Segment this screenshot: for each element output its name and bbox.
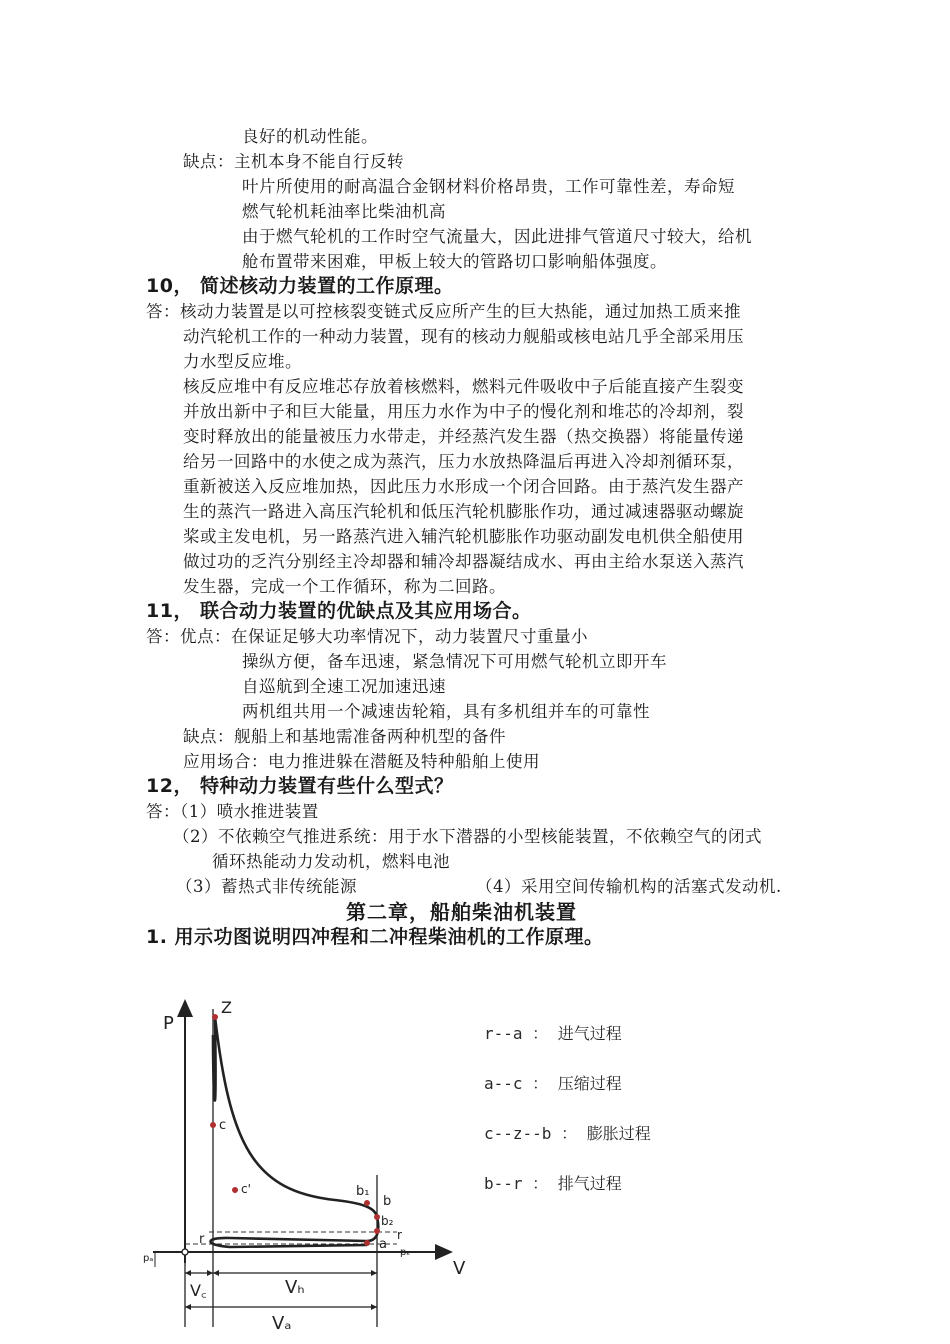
point-b <box>374 1214 380 1220</box>
answer-line: 应用场合：电力推进躲在潜艇及特种船舶上使用 <box>183 752 540 771</box>
label-c: c <box>219 1118 227 1133</box>
label-c-prime: c' <box>241 1182 251 1196</box>
origin-point <box>182 1249 188 1255</box>
answer-line: 生的蒸汽一路进入高压汽轮机和低压汽轮机膨胀作功，通过减速器驱动螺旋 <box>183 502 744 521</box>
answer-line: 操纵方便，备车迅速，紧急情况下可用燃气轮机立即开车 <box>242 652 667 671</box>
p-axis-label: P <box>163 1013 174 1034</box>
label-z: Z <box>221 998 232 1017</box>
label-b1: b₁ <box>356 1184 370 1199</box>
text-line: 叶片所使用的耐高温合金钢材料价格昂贵，工作可靠性差，寿命短 <box>242 177 735 196</box>
label-va: Vₐ <box>272 1313 292 1334</box>
answer-line: （3）蓄热式非传统能源 <box>176 877 357 896</box>
legend-item: b--r ： 排气过程 <box>484 1174 622 1193</box>
text-line: 由于燃气轮机的工作时空气流量大，因此进排气管道尺寸较大，给机 <box>242 227 752 246</box>
answer-line: 答：优点：在保证足够大功率情况下，动力装置尺寸重量小 <box>146 627 588 646</box>
cycle-curve <box>210 1017 378 1247</box>
label-pa: pₐ <box>143 1253 154 1264</box>
label-b: b <box>383 1194 392 1209</box>
question-heading: 10， 简述核动力装置的工作原理。 <box>146 275 454 297</box>
text-line: 舱布置带来困难，甲板上较大的管路切口影响船体强度。 <box>242 252 667 271</box>
point-a <box>364 1240 370 1246</box>
answer-line: 循环热能动力发动机，燃料电池 <box>212 852 450 871</box>
legend-item: a--c ： 压缩过程 <box>484 1074 622 1093</box>
question-heading: 11， 联合动力装置的优缺点及其应用场合。 <box>146 600 532 622</box>
answer-line: 桨或主发电机，另一路蒸汽进入辅汽轮机膨胀作功驱动副发电机供全船使用 <box>183 527 744 546</box>
legend-item: c--z--b ： 膨胀过程 <box>484 1124 651 1143</box>
chapter-title: 第二章，船舶柴油机装置 <box>346 900 577 924</box>
answer-line: 缺点：舰船上和基地需准备两种机型的备件 <box>183 727 506 746</box>
point-c <box>210 1122 216 1128</box>
label-vh: Vₕ <box>285 1277 305 1298</box>
label-vc: V꜀ <box>190 1281 207 1300</box>
point-z <box>212 1014 218 1020</box>
answer-line: 发生器，完成一个工作循环，称为二回路。 <box>183 577 506 596</box>
label-a: a <box>379 1237 387 1252</box>
answer-line: 重新被送入反应堆加热，因此压力水形成一个闭合回路。由于蒸汽发生器产 <box>183 477 744 496</box>
v-axis-label: V <box>453 1258 466 1279</box>
point-c-prime <box>232 1187 238 1193</box>
question-heading: 1. 用示功图说明四冲程和二冲程柴油机的工作原理。 <box>146 926 604 948</box>
answer-line: 自巡航到全速工况加速迅速 <box>242 677 446 696</box>
answer-line: 做过功的乏汽分别经主冷却器和辅冷却器凝结成水、再由主给水泵送入蒸汽 <box>183 552 744 571</box>
label-pb: pₖ <box>400 1247 411 1258</box>
answer-line: 变时释放出的能量被压力水带走，并经蒸汽发生器（热交换器）将能量传递 <box>183 427 744 446</box>
answer-line: 答：（1）喷水推进装置 <box>146 802 319 821</box>
answer-line: 动汽轮机工作的一种动力装置，现有的核动力舰船或核电站几乎全部采用压 <box>183 327 744 346</box>
text-line: 良好的机动性能。 <box>242 127 378 146</box>
question-heading: 12， 特种动力装置有些什么型式？ <box>146 775 454 797</box>
label-r-left: r <box>199 1232 205 1247</box>
answer-line: （2）不依赖空气推进系统：用于水下潜器的小型核能装置，不依赖空气的闭式 <box>173 827 762 846</box>
answer-line: 给另一回路中的水使之成为蒸汽，压力水放热降温后再进入冷却剂循环泵， <box>183 452 744 471</box>
answer-line: （4）采用空间传输机构的活塞式发动机. <box>476 877 782 896</box>
label-r: r <box>397 1228 402 1242</box>
answer-line: 并放出新中子和巨大能量，用压力水作为中子的慢化剂和堆芯的冷却剂，裂 <box>183 402 744 421</box>
text-line: 燃气轮机耗油率比柴油机高 <box>242 202 446 221</box>
answer-line: 两机组共用一个减速齿轮箱，具有多机组并车的可靠性 <box>242 702 650 721</box>
answer-line: 答：核动力装置是以可控核裂变链式反应所产生的巨大热能，通过加热工质来推 <box>146 302 741 321</box>
text-line: 缺点：主机本身不能自行反转 <box>183 152 404 171</box>
pv-indicator-diagram <box>135 995 475 1335</box>
label-b2: b₂ <box>381 1214 394 1228</box>
point-b1 <box>364 1200 370 1206</box>
dim-arrowheads <box>185 1270 377 1310</box>
answer-line: 力水型反应堆。 <box>183 352 302 371</box>
answer-line: 核反应堆中有反应堆芯存放着核燃料，燃料元件吸收中子后能直接产生裂变 <box>183 377 744 396</box>
point-b2 <box>374 1228 380 1234</box>
legend-item: r--a ： 进气过程 <box>484 1024 622 1043</box>
